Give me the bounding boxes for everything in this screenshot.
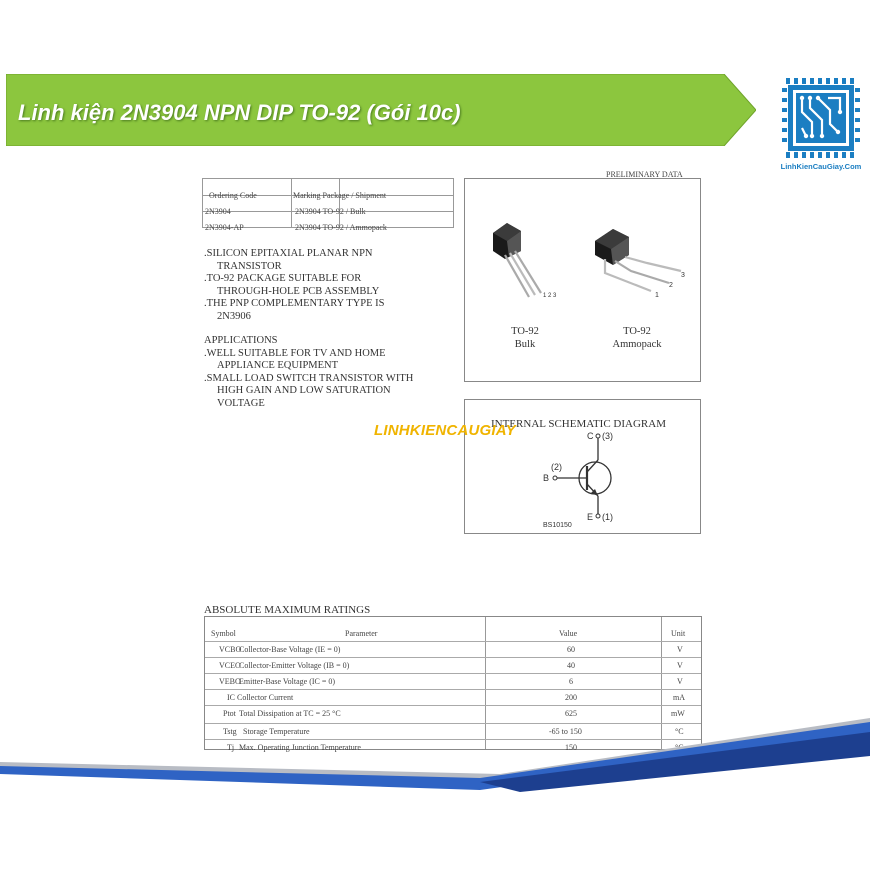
ratings-row-divider [205,673,701,674]
ratings-row-divider [205,641,701,642]
ordering-cell: 2N3904-AP [205,223,244,232]
table-row: Tstg Storage Temperature -65 to 150 °C [223,727,684,736]
package-illustration-box [464,178,701,382]
application-item: .WELL SUITABLE FOR TV AND HOME APPLIANCE EQUIPMENT [204,347,386,371]
ratings-row-divider [205,657,701,658]
circuit-chip-icon [782,78,860,158]
emitter-pin-label: (1) [602,512,613,522]
application-item: .SMALL LOAD SWITCH TRANSISTOR WITH HIGH GAIN AND LOW SATURATION VOLTAGE [204,372,414,409]
ordering-table [202,178,454,232]
feature-item: .SILICON EPITAXIAL PLANAR NPN TRANSISTOR [204,248,373,272]
package-label-bulk: TO-92 Bulk [511,326,539,350]
collector-pin-label: (3) [602,431,613,441]
base-pin-label: (2) [551,462,562,472]
schematic-title: INTERNAL SCHEMATIC DIAGRAM [491,418,666,430]
table-row: Tj Max. Operating Junction Temperature 150 [227,743,577,752]
feature-item: .THE PNP COMPLEMENTARY TYPE IS 2N3906 [204,298,385,322]
svg-text:1: 1 [655,292,659,299]
ordering-cell: 2N3904 TO-92 / Ammopack [295,223,387,232]
ordering-header-marking: Marking Package / Shipment [293,191,387,200]
applications-heading: APPLICATIONS [204,335,278,346]
table-row: Ptot Total Dissipation at TC = 25 °C 625 mW [223,709,685,718]
watermark: LINHKIENCAUGIAY [374,422,516,439]
table-row: VCBO Collector-Base Voltage (IE = 0) 60 V [219,645,683,654]
ratings-row-divider [205,689,701,690]
to92-transistor-icons [465,179,700,319]
collector-label: C [587,431,594,441]
title-banner [6,74,756,146]
ratings-header-row: Symbol Parameter Value Unit [211,629,686,638]
base-label: B [543,473,550,483]
ordering-header-code: Ordering Code [209,191,257,200]
schematic-code: BS10150 [543,522,572,529]
to92-ammopack-icon [595,229,685,299]
npn-transistor-schematic-icon [465,400,700,533]
bulk-pin-labels: 1 2 3 [543,293,557,299]
feature-list [204,248,454,410]
ratings-title: ABSOLUTE MAXIMUM RATINGS [204,604,371,616]
to92-bulk-icon [493,223,557,299]
ratings-row-divider [205,705,701,706]
svg-text:3: 3 [681,272,685,279]
emitter-label: E [587,512,594,522]
package-label-ammopack: TO-92 Ammopack [612,326,662,350]
ordering-cell: 2N3904 [205,207,231,216]
product-title: Linh kiện 2N3904 NPN DIP TO-92 (Gói 10c) [18,100,461,125]
ordering-table-column-divider [291,179,292,227]
table-row: VCEO Collector-Emitter Voltage (IB = 0) 40 V [219,661,683,670]
brand-logo-text[interactable]: LinhKienCauGiay.Com [780,162,862,171]
decorative-stripes [0,712,870,802]
preliminary-data-label: PRELIMINARY DATA [606,170,683,179]
table-row: VEBO Emitter-Base Voltage (IC = 0) 6 V [219,677,683,686]
ordering-table-column-divider [339,179,340,227]
brand-logo[interactable] [776,74,866,174]
svg-text:2: 2 [669,282,673,289]
schematic-diagram-box [464,399,701,534]
ordering-cell: 2N3904 TO-92 / Bulk [295,207,366,216]
feature-item: .TO-92 PACKAGE SUITABLE FOR THROUGH-HOLE PCB ASSEMBLY [204,273,380,297]
table-row: IC Collector Current 200 mA [227,693,685,702]
